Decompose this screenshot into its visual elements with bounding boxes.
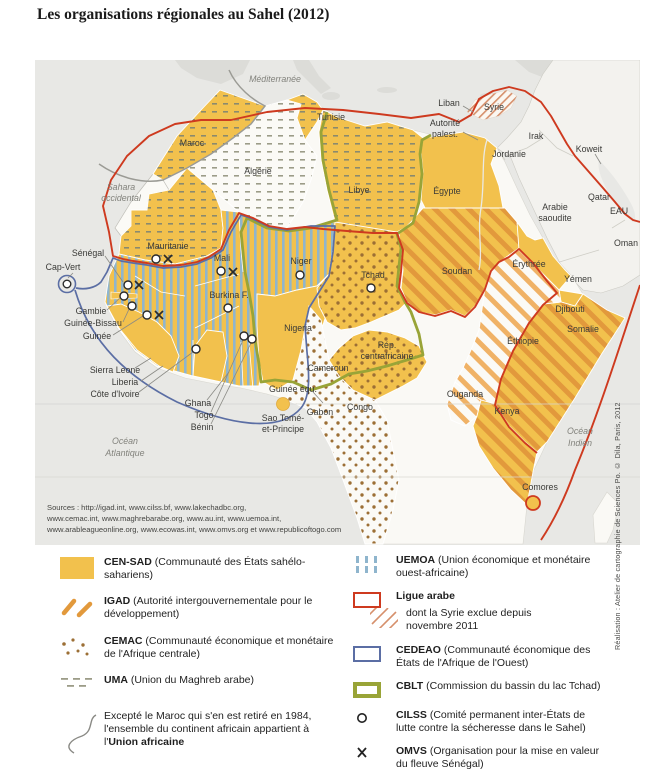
- label-guinee: Guinée: [82, 331, 112, 341]
- label-tchad: Tchad: [361, 270, 385, 280]
- label-ghana: Ghana: [184, 398, 212, 408]
- legend-footnote: [60, 710, 345, 759]
- label-mali: Mali: [213, 253, 231, 263]
- label-syrie: Syrie: [483, 102, 505, 112]
- label-senegal: Sénégal: [71, 248, 105, 258]
- cblt-acronym: CBLT: [396, 679, 424, 692]
- sources-line: www.arableagueonline.org, www.ecowas.int, www.omvs.org et www.republicoftogo.com: [47, 525, 342, 534]
- label-sierraleone: Sierra Leone: [89, 365, 141, 375]
- label-togo: Togo: [194, 410, 214, 420]
- label-comores: Comores: [522, 482, 558, 492]
- label-koweit: Koweit: [575, 144, 603, 154]
- uemoa-swatch: [352, 554, 396, 575]
- footnote-body: Excepté le Maroc qui s'en est retiré en 1984, l'ensemble du continent africain appartient à l': [104, 709, 312, 748]
- syrie-exclue-desc: dont la Syrie exclue depuis novembre 2011: [406, 607, 532, 633]
- island-sao-tome: [277, 398, 290, 411]
- label-ocean-indien: Océan: [567, 426, 593, 436]
- cilss-symbol: [352, 709, 396, 726]
- label-ouganda: Ouganda: [446, 389, 484, 399]
- label-yemen: Yémen: [564, 274, 592, 284]
- label-autorite-palest: Autorité: [429, 118, 461, 128]
- label-cameroun: Cameroun: [307, 363, 349, 373]
- igad-swatch: [60, 595, 104, 618]
- label-liban: Liban: [438, 98, 460, 108]
- label-ocean-atlantique: Atlantique: [105, 448, 145, 458]
- sahel-map: [35, 60, 640, 545]
- label-maroc: Maroc: [179, 138, 205, 148]
- map-credit: Réalisation : Atelier de cartographie de Sciences Po. © Dila, Paris, 2012: [613, 402, 622, 650]
- label-benin: Bénin: [190, 422, 214, 432]
- cblt-swatch: [352, 680, 396, 699]
- label-saotome: et-Principe: [261, 424, 305, 434]
- label-algerie: Algérie: [244, 166, 272, 176]
- label-saotome: Sao Tomé-: [261, 413, 305, 423]
- label-capvert: Cap-Vert: [45, 262, 81, 272]
- cedeao-acronym: CEDEAO: [396, 643, 441, 656]
- legend-item-censad: [60, 556, 345, 582]
- label-sahara: Sahara: [106, 182, 136, 192]
- censad-swatch: [60, 556, 104, 579]
- label-somalie: Somalie: [567, 324, 599, 334]
- label-liberia: Liberia: [111, 377, 139, 387]
- label-arabie-saoudite: Arabie: [542, 202, 568, 212]
- label-arabie-saoudite: saoudite: [538, 213, 572, 223]
- label-ocean-atlantique: Océan: [112, 436, 138, 446]
- legend-item-syrie-exclue: [370, 607, 607, 633]
- cemac-acronym: CEMAC: [104, 634, 143, 647]
- label-niger: Niger: [290, 256, 312, 266]
- label-cotedivoire: Côte d'Ivoire: [90, 389, 140, 399]
- label-gabon: Gabon: [306, 407, 334, 417]
- union-africaine-bracket-icon: [60, 710, 104, 759]
- legend-item-uemoa: [352, 554, 607, 580]
- label-burkina: Burkina F.: [209, 290, 249, 300]
- footnote-text: [104, 710, 314, 749]
- cilss-desc: (Comité permanent inter-États de lutte contre la sécheresse dans le Sahel): [396, 708, 586, 734]
- island-comores: [526, 496, 540, 510]
- country-egypte: [421, 132, 503, 208]
- uma-swatch: [60, 674, 104, 691]
- label-qatar: Qatar: [587, 192, 611, 202]
- label-rca: centrafricaine: [360, 351, 414, 361]
- cilss-acronym: CILSS: [396, 708, 427, 721]
- uma-desc: (Union du Maghreb arabe): [130, 673, 254, 686]
- legend-item-igad: [60, 595, 345, 621]
- uma-acronym: UMA: [104, 673, 128, 686]
- ligue-arabe-acronym: Ligue arabe: [396, 590, 455, 603]
- sources-line: Sources : http://igad.int, www.cilss.bf, www.lakechadbc.org,: [47, 503, 247, 512]
- label-nigeria: Nigeria: [284, 323, 312, 333]
- label-rca: Rép.: [377, 340, 397, 350]
- legend-item-cilss: [352, 709, 607, 735]
- label-guineeequ: Guinée équ.: [269, 384, 317, 394]
- legend-item-uma: [60, 674, 345, 691]
- label-soudan: Soudan: [441, 266, 473, 276]
- igad-desc: (Autorité intergouvernementale pour le développement): [104, 595, 313, 621]
- legend-item-cemac: [60, 635, 345, 661]
- label-erythree: Érythrée: [512, 259, 546, 269]
- label-kenya: Kenya: [494, 406, 520, 416]
- uemoa-acronym: UEMOA: [396, 554, 436, 566]
- cedeao-swatch: [352, 644, 396, 663]
- label-irak: Irak: [528, 131, 544, 141]
- uemoa-desc: (Union économique et monétaire ouest-africaine): [396, 554, 591, 580]
- legend-left-column: [60, 556, 345, 759]
- legend-item-cedeao: [352, 644, 607, 670]
- censad-acronym: CEN-SAD: [104, 556, 152, 568]
- omvs-desc: (Organisation pour la mise en valeur du fleuve Sénégal): [396, 745, 600, 771]
- censad-desc: (Communauté des États sahélo-sahariens): [104, 556, 306, 582]
- legend-right-column: [352, 554, 607, 781]
- label-libye: Libye: [348, 185, 370, 195]
- cedeao-desc: (Communauté économique des États de l'Afrique de l'Ouest): [396, 643, 591, 669]
- label-gambie: Gambie: [75, 306, 107, 316]
- label-egypte: Égypte: [433, 186, 461, 196]
- label-tunisie: Tunisie: [316, 112, 346, 122]
- omvs-acronym: OMVS: [396, 745, 427, 757]
- label-jordanie: Jordanie: [492, 149, 526, 159]
- legend-item-omvs: [352, 745, 607, 771]
- page-title: Les organisations régionales au Sahel (2012): [37, 6, 330, 23]
- syrie-hatch-swatch: [370, 607, 406, 628]
- legend-label: [104, 556, 345, 582]
- igad-acronym: IGAD: [104, 595, 131, 608]
- label-mediterranee: Méditerranée: [249, 74, 301, 84]
- label-ethiopie: Éthiopie: [507, 336, 539, 346]
- label-mauritanie: Mauritanie: [147, 241, 189, 251]
- label-congo: Congo: [347, 402, 373, 412]
- label-sahara: occidental: [101, 193, 141, 203]
- omvs-symbol: [352, 745, 396, 760]
- footnote-bold: Union africaine: [108, 736, 185, 748]
- label-autorite-palest: palest.: [432, 129, 458, 139]
- map-svg: [35, 60, 640, 545]
- legend-item-cblt: [352, 680, 607, 699]
- label-ocean-indien: Indien: [568, 438, 592, 448]
- cblt-desc: (Commission du bassin du lac Tchad): [426, 679, 601, 692]
- sources-line: www.cemac.int, www.maghrebarabe.org, www.au.int, www.uemoa.int,: [47, 514, 282, 523]
- label-oman: Oman: [614, 238, 638, 248]
- label-djibouti: Djibouti: [555, 304, 585, 314]
- cemac-desc: (Communauté économique et monétaire de l'Afrique centrale): [104, 634, 334, 660]
- label-gbissau: Guinée-Bissau: [64, 318, 122, 328]
- cemac-swatch: [60, 635, 104, 658]
- label-eau: EAU: [609, 206, 629, 216]
